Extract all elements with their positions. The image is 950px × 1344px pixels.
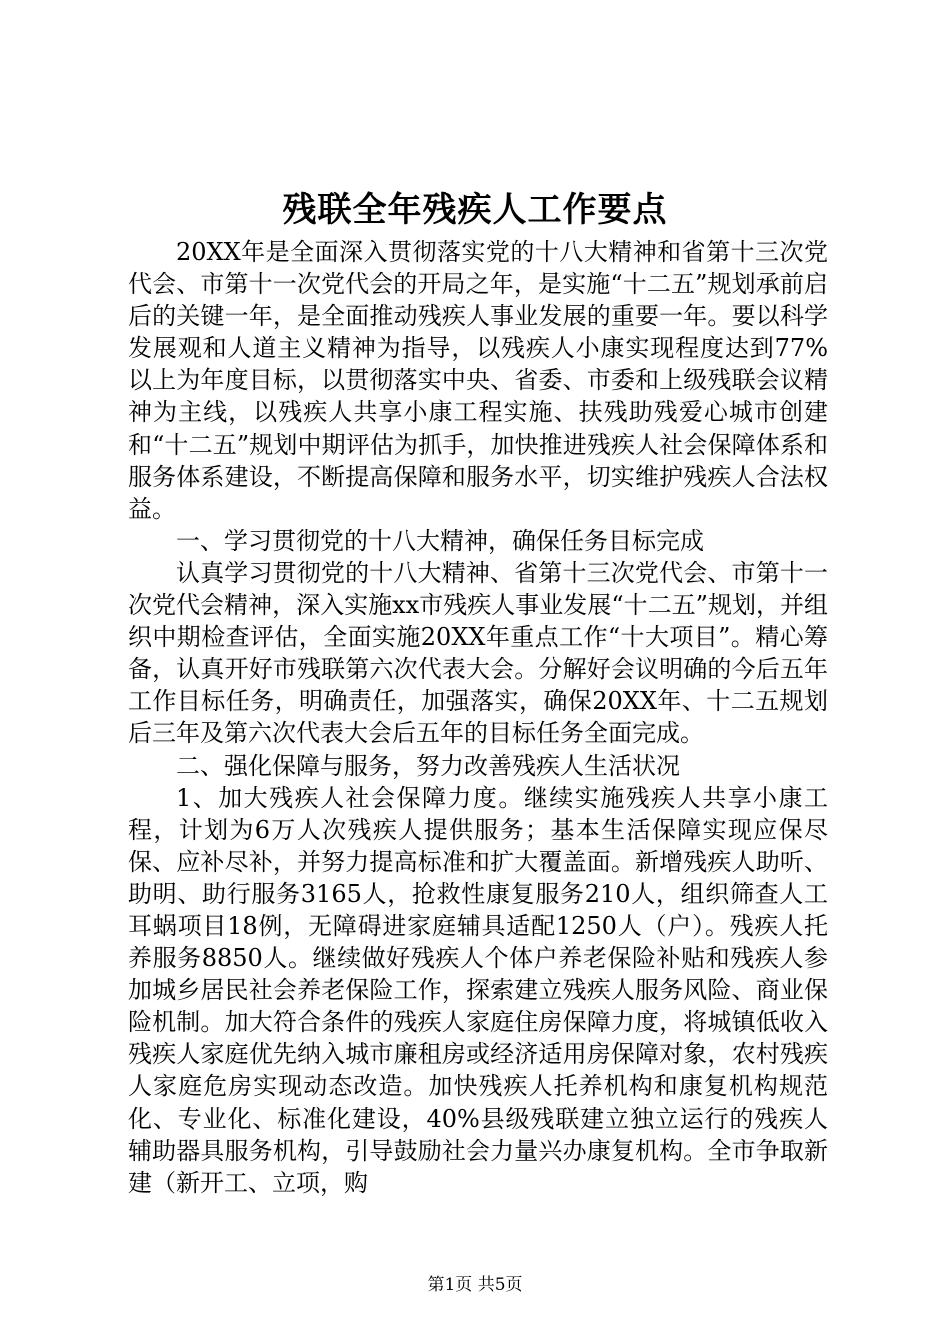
- intro-paragraph: 20XX年是全面深入贯彻落实党的十八大精神和省第十三次党代会、市第十一次党代会的开局之年，是实施“十二五”规划承前启后的关键一年，是全面推动残疾人事业发展的重要一年。要以科学发展观和人道主义精神为指导，以残疾人小康实现程度达到77%以上为年度目标，以贯彻落实中央、省委、市委和上级残联会议精神为主线，以残疾人共享小康工程实施、扶残助残爱心城市创建和“十二五”规划中期评估为抓手，加快推进残疾人社会保障体系和服务体系建设，不断提高保障和服务水平，切实维护残疾人合法权益。: [128, 238, 828, 523]
- section-1-paragraph: 认真学习贯彻党的十八大精神、省第十三次党代会、市第十一次党代会精神，深入实施xx市残疾人事业发展“十二五”规划，并组织中期检查评估，全面实施20XX年重点工作“十大项目”。精心筹备，认真开好市残联第六次代表大会。分解好会议明确的今后五年工作目标任务，明确责任，加强落实，确保20XX年、十二五规划后三年及第六次代表大会后五年的目标任务全面完成。: [128, 558, 828, 748]
- section-heading-1: 一、学习贯彻党的十八大精神，确保任务目标完成: [176, 526, 704, 555]
- document-title: 残联全年残疾人工作要点: [282, 190, 668, 230]
- section-heading-2: 二、强化保障与服务，努力改善残疾人生活状况: [176, 751, 680, 780]
- document-body: [128, 236, 828, 1199]
- section-2-item-1-paragraph: 1、加大残疾人社会保障力度。继续实施残疾人共享小康工程，计划为6万人次残疾人提供服务；基本生活保障实现应保尽保、应补尽补，并努力提高标准和扩大覆盖面。新增残疾人助听、助明、助行服务3165人，抢救性康复服务210人，组织筛查人工耳蜗项目18例，无障碍进家庭辅具适配1250人（户）。残疾人托养服务8850人。继续做好残疾人个体户养老保险补贴和残疾人参加城乡居民社会养老保险工作，探索建立残疾人服务风险、商业保险机制。加大符合条件的残疾人家庭住房保障力度，将城镇低收入残疾人家庭优先纳入城市廉租房或经济适用房保障对象，农村残疾人家庭危房实现动态改造。加快残疾人托养机构和康复机构规范化、专业化、标准化建设，40%县级残联建立独立运行的残疾人辅助器具服务机构，引导鼓励社会力量兴办康复机构。全市争取新建（新开工、立项，购: [128, 783, 828, 1197]
- page-footer: 第1页 共5页: [427, 1275, 523, 1295]
